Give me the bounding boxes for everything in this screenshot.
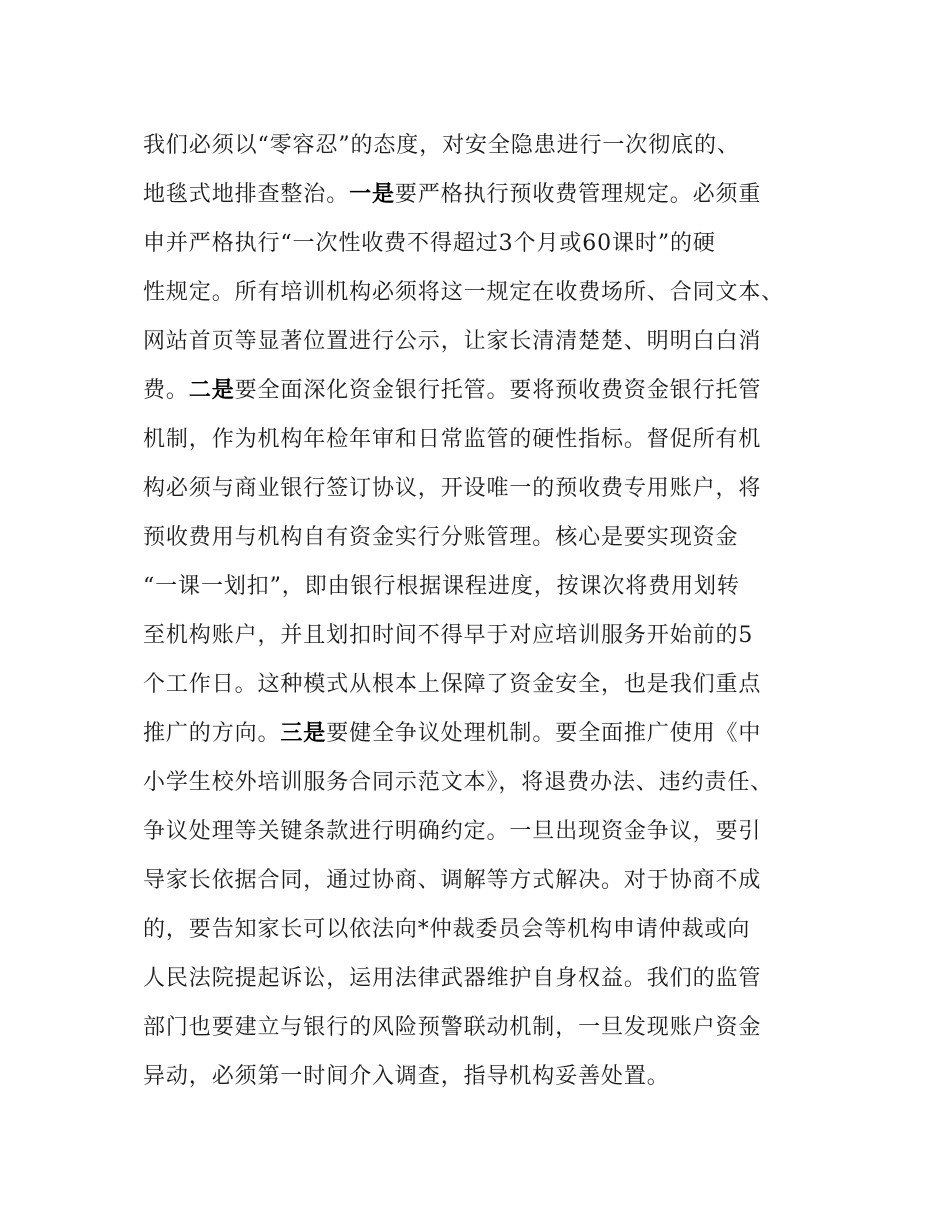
text-segment: 部门也要建立与银行的风险预警联动机制，一旦发现账户资金 bbox=[143, 1015, 762, 1040]
text-segment: 推广的方向。 bbox=[143, 721, 281, 746]
text-line bbox=[143, 954, 823, 1003]
bold-heading-marker: 二是 bbox=[188, 378, 235, 403]
text-segment: 小学生校外培训服务合同示范文本》，将退费办法、违约责任、 bbox=[143, 770, 774, 795]
text-segment: 网站首页等显著位置进行公示，让家长清清楚楚、明明白白消 bbox=[143, 329, 762, 354]
text-segment: 异动，必须第一时间介入调查，指导机构妥善处置。 bbox=[143, 1064, 670, 1089]
text-line bbox=[143, 464, 823, 513]
text-line bbox=[143, 611, 823, 660]
text-segment: 性规定。所有培训机构必须将这一规定在收费场所、合同文本、 bbox=[143, 280, 785, 305]
text-line bbox=[143, 856, 823, 905]
text-line bbox=[143, 317, 823, 366]
text-line bbox=[143, 905, 823, 954]
body-text bbox=[143, 121, 823, 1101]
text-segment: 我们必须以“零容忍”的态度，对安全隐患进行一次彻底的、 bbox=[143, 133, 740, 158]
text-line bbox=[143, 513, 823, 562]
text-segment: 导家长依据合同，通过协商、调解等方式解决。对于协商不成 bbox=[143, 868, 762, 893]
text-line bbox=[143, 807, 823, 856]
text-segment: “一课一划扣”，即由银行根据课程进度，按课次将费用划转 bbox=[143, 574, 740, 599]
text-segment: 人民法院提起诉讼，运用法律武器维护自身权益。我们的监管 bbox=[143, 966, 762, 991]
text-line bbox=[143, 562, 823, 611]
text-segment: 申并严格执行“一次性收费不得超过3个月或60课时”的硬 bbox=[143, 231, 716, 256]
text-line bbox=[143, 1003, 823, 1052]
text-segment: 要全面深化资金银行托管。要将预收费资金银行托管 bbox=[234, 378, 762, 403]
text-segment: 预收费用与机构自有资金实行分账管理。核心是要实现资金 bbox=[143, 525, 739, 550]
text-segment: 要严格执行预收费管理规定。必须重 bbox=[394, 182, 762, 207]
text-line bbox=[143, 1052, 823, 1101]
text-segment: 机制，作为机构年检年审和日常监管的硬性指标。督促所有机 bbox=[143, 427, 762, 452]
text-line bbox=[143, 268, 823, 317]
bold-heading-marker: 一是 bbox=[349, 182, 395, 207]
text-line bbox=[143, 170, 823, 219]
text-segment: 构必须与商业银行签订协议，开设唯一的预收费专用账户，将 bbox=[143, 476, 762, 501]
text-line bbox=[143, 660, 823, 709]
text-line bbox=[143, 709, 823, 758]
text-line bbox=[143, 219, 823, 268]
text-segment: 至机构账户，并且划扣时间不得早于对应培训服务开始前的5 bbox=[143, 623, 754, 648]
bold-heading-marker: 三是 bbox=[280, 721, 327, 746]
text-line bbox=[143, 121, 823, 170]
text-line bbox=[143, 415, 823, 464]
text-segment: 地毯式地排查整治。 bbox=[143, 182, 350, 207]
text-segment: 个工作日。这种模式从根本上保障了资金安全，也是我们重点 bbox=[143, 672, 762, 697]
text-segment: 费。 bbox=[143, 378, 189, 403]
text-segment: 要健全争议处理机制。要全面推广使用《中 bbox=[326, 721, 762, 746]
text-segment: 争议处理等关键条款进行明确约定。一旦出现资金争议，要引 bbox=[143, 819, 762, 844]
text-line bbox=[143, 366, 823, 415]
text-line bbox=[143, 758, 823, 807]
text-segment: 的，要告知家长可以依法向*仲裁委员会等机构申请仲裁或向 bbox=[143, 917, 751, 942]
